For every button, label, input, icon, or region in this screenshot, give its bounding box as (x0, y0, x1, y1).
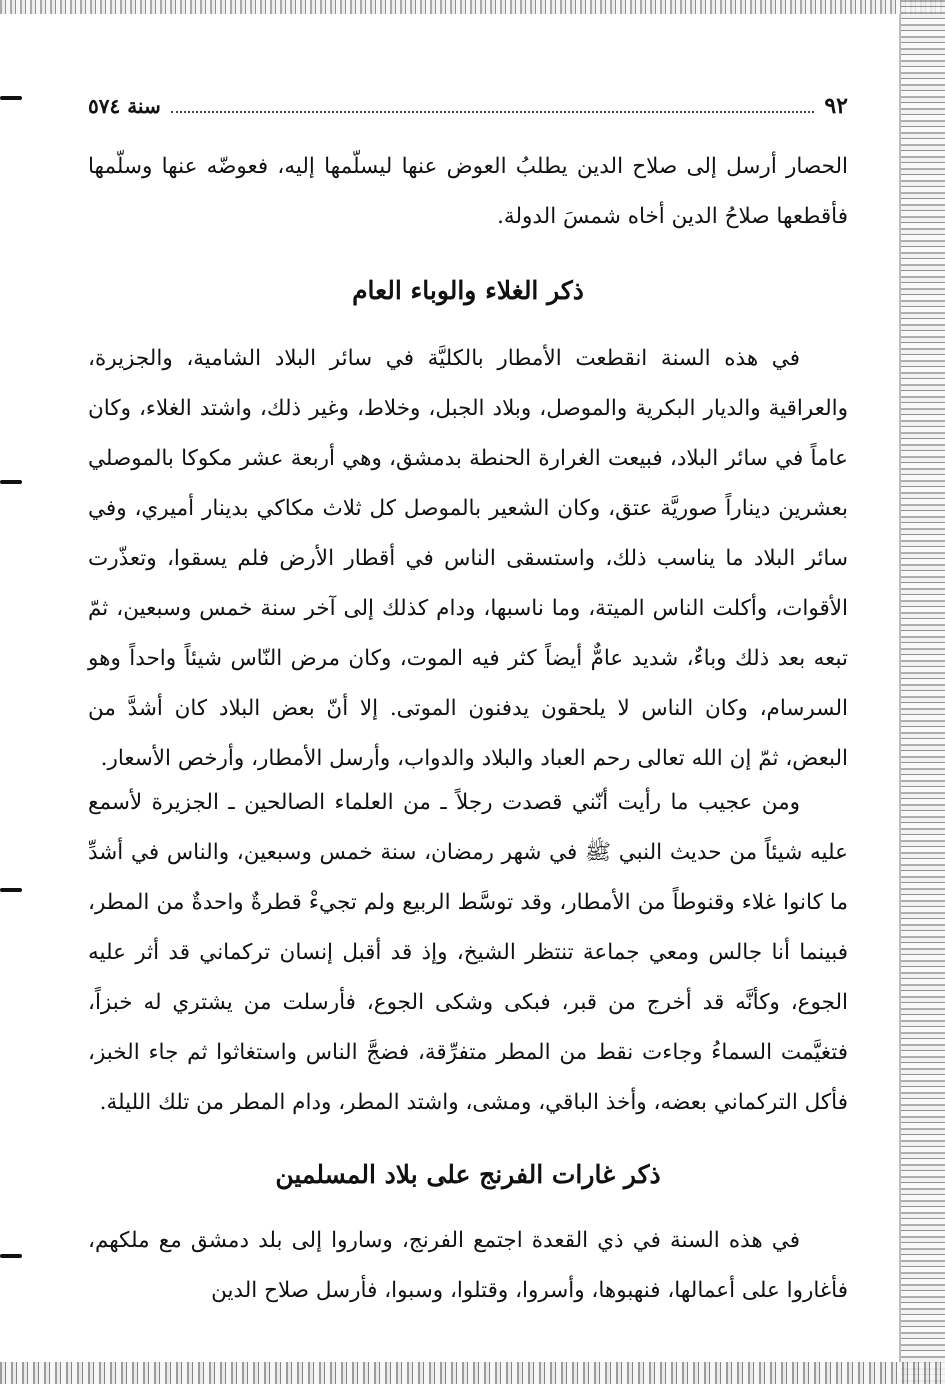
decorative-border-right (901, 0, 945, 1384)
running-head-year: سنة ٥٧٤ (88, 94, 161, 118)
paragraph-text: في هذه السنة في ذي القعدة اجتمع الفرنج، وساروا إلى بلد دمشق مع ملكهم، فأغاروا على أعمالها، فنهبوها، وأسروا، وقتلوا، وسبوا، فأرسل صلاح الدين (88, 1228, 848, 1303)
paragraph-text: ومن عجيب ما رأيت أنّني قصدت رجلاً ـ من العلماء الصالحين ـ الجزيرة لأسمع عليه شيئاً من حديث النبي ﷺ في شهر رمضان، سنة خمس وسبعين، والناس في أشدِّ ما كانوا غلاء وقنوطاً من الأمطار، وقد توسَّط الربيع ولم تجيءْ قطرةٌ واحدةٌ من المطر، فبينما أنا جالس ومعي جماعة تنتظر الشيخ، وإذ قد أقبل إنسان تركماني قد أثر عليه الجوع، وكأنَّه قد أخرج من قبر، فبكى وشكى الجوع، فأرسلت من يشتري له خبزاً، فتغيَّمت السماءُ وجاءت نقط من المطر متفرِّقة، فضجَّ الناس واستغاثوا ثم جاء الخبز، فأكل التركماني بعضه، وأخذ الباقي، ومشى، واشتد المطر، ودام المطر من تلك الليلة. (88, 790, 848, 1115)
page-number: ٩٢ (824, 93, 848, 119)
margin-mark (0, 480, 22, 484)
paragraph-text: الحصار أرسل إلى صلاح الدين يطلبُ العوض عنها ليسلّمها إليه، فعوضّه عنها وسلّمها فأقطعها صلاحُ الدين أخاه شمسَ الدولة. (88, 154, 848, 229)
margin-mark (0, 888, 22, 892)
section-heading: ذكر غارات الفرنج على بلاد المسلمين (275, 1160, 661, 1189)
paragraph-continuation (88, 142, 848, 242)
paragraph-famine (88, 334, 848, 771)
paragraph-text: في هذه السنة انقطعت الأمطار بالكليَّة في سائر البلاد الشامية، والجزيرة، والعراقية والديار البكرية والموصل، وبلاد الجبل، وخلاط، وغير ذلك، واشتد الغلاء، وكان عاماً في سائر البلاد، فبيعت الغرارة الحنطة بدمشق، وهي أربعة عشر مكوكا بالموصلي بعشرين ديناراً صوريَّة عتق، وكان الشعير بالموصل كل ثلاث مكاكي بدينار أميري، وفي سائر البلاد ما يناسب ذلك، واستسقى الناس في أقطار الأرض فلم يسقوا، وتعذّرت الأقوات، وأكلت الناس الميتة، وما ناسبها، ودام كذلك إلى آخر سنة خمس وسبعين، ثمّ تبعه بعد ذلك وباءٌ، شديد عامٌّ أيضاً كثر فيه الموت، وكان مرض النّاس شيئاً واحداً وهو السرسام، وكان الناس لا يلحقون يدفنون الموتى. إلا أنّ بعض البلاد كان أشدَّ من البعض، ثمّ إن الله تعالى رحم العباد والبلاد والدواب، وأرسل الأمطار، وأرخص الأسعار. (88, 346, 848, 771)
margin-mark (0, 1254, 22, 1258)
border-rule (899, 14, 901, 1362)
margin-mark (0, 96, 22, 100)
running-head (88, 92, 848, 120)
paragraph-raids (88, 1216, 848, 1326)
section-heading: ذكر الغلاء والوباء العام (352, 276, 584, 305)
paragraph-anecdote (88, 778, 848, 1128)
book-page (88, 0, 848, 1384)
dotted-leader (171, 99, 815, 113)
